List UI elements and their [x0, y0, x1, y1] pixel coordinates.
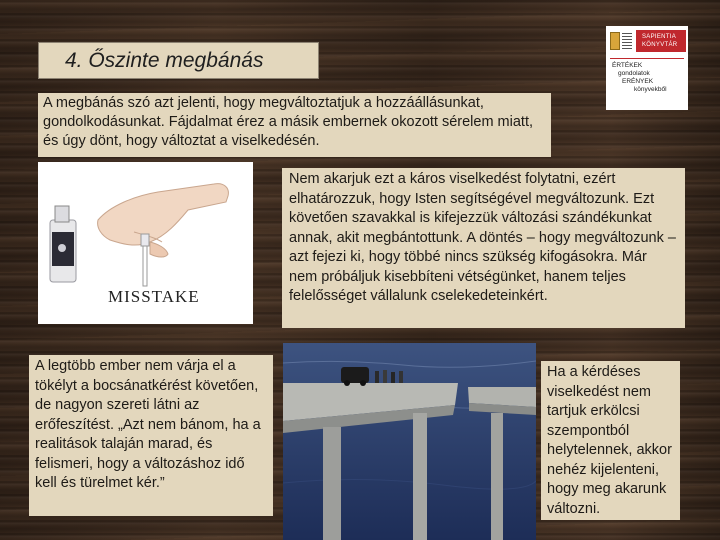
slide-title: 4. Őszinte megbánás — [38, 42, 319, 79]
left-text-block: A legtöbb ember nem várja el a tökélyt a bocsánatkérést követően, de nagyon szereti látni az erőfeszítést. „Azt nem bánom, ha a realitások talaján marad, és felismeri, hogy a változáshoz idő kell és türelmet kér.” — [29, 355, 273, 516]
correction-fluid-hand-icon — [38, 162, 253, 324]
logo-series-line4: könyvekből — [634, 86, 667, 93]
logo-series-line2: gondolatok — [618, 70, 650, 77]
intro-text: A megbánás szó azt jelenti, hogy megváltoztatjuk a hozzáállásunkat, gondolkodásunkat. Fájdalmat érez a másik embernek okozott sérelem miatt, és úgy dönt, hogy változtat a viselkedésén. — [38, 93, 551, 157]
building-icon — [622, 33, 632, 49]
broken-bridge-icon — [283, 343, 536, 540]
logo-series-line3: ERÉNYEK — [622, 78, 654, 85]
mistake-correction-image — [38, 162, 253, 324]
right-text-block: Nem akarjuk ezt a káros viselkedést folytatni, ezért elhatározzuk, hogy Isten segítségével megváltozunk. Ezt követően szavakkal is kifejezzük változási szándékunkat annak, akit megbántottunk. A döntés – hogy megváltozunk – azt fejezi ki, hogy többé nincs szükség kifogásokra. Már nem próbáljuk kisebbíteni vétségünket, hanem teljes felelősséget vállalunk cselekedeteinkért. — [282, 168, 685, 328]
logo-divider — [610, 58, 684, 59]
broken-bridge-image — [283, 343, 536, 540]
logo-brand-line1: SAPIENTIA — [642, 34, 677, 40]
logo-series — [612, 62, 667, 94]
logo-brand-line2: KÖNYVTÁR — [642, 42, 678, 48]
shield-icon — [610, 32, 620, 50]
logo-brand — [636, 30, 686, 52]
bottom-right-text-block: Ha a kérdéses viselkedést nem tartjuk erkölcsi szempontból helytelennek, akkor nehéz kijelenteni, hogy meg akarunk változni. — [541, 361, 680, 520]
sapientia-logo — [606, 26, 688, 110]
misstake-caption: MISSTAKE — [108, 287, 200, 306]
logo-series-line1: ÉRTÉKEK — [612, 62, 643, 69]
